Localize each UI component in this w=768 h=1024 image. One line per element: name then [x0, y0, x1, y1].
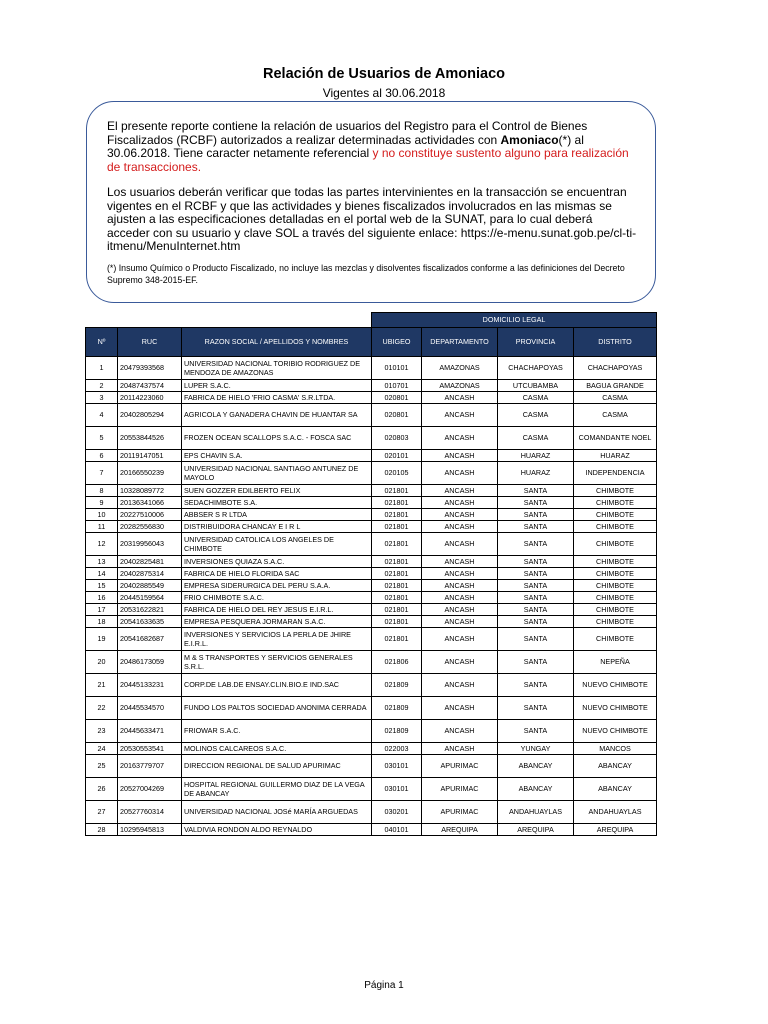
cell-ubigeo: 030101: [372, 778, 422, 801]
cell-distrito: CHIMBOTE: [574, 628, 657, 651]
cell-provincia: SANTA: [498, 697, 574, 720]
page-subtitle: Vigentes al 30.06.2018: [322, 86, 446, 100]
cell-distrito: AREQUIPA: [574, 824, 657, 836]
cell-provincia: HUARAZ: [498, 450, 574, 462]
table-row: [86, 392, 657, 404]
cell-ruc: 20445133231: [118, 674, 182, 697]
table-row: [86, 628, 657, 651]
table-row: [86, 674, 657, 697]
cell-ubigeo: 021801: [372, 485, 422, 497]
cell-razon-social: DIRECCION REGIONAL DE SALUD APURIMAC: [182, 755, 372, 778]
cell-ruc: 10295945813: [118, 824, 182, 836]
cell-ruc: 20541633635: [118, 616, 182, 628]
cell-ubigeo: 021801: [372, 604, 422, 616]
cell-distrito: NUEVO CHIMBOTE: [574, 674, 657, 697]
cell-departamento: ANCASH: [422, 616, 498, 628]
cell-departamento: ANCASH: [422, 521, 498, 533]
cell-num: 6: [86, 450, 118, 462]
table-row: [86, 533, 657, 556]
cell-num: 19: [86, 628, 118, 651]
cell-ruc: 20445633471: [118, 720, 182, 743]
cell-ubigeo: 030201: [372, 801, 422, 824]
cell-distrito: ABANCAY: [574, 755, 657, 778]
cell-distrito: NUEVO CHIMBOTE: [574, 720, 657, 743]
cell-departamento: AMAZONAS: [422, 380, 498, 392]
cell-provincia: CASMA: [498, 392, 574, 404]
cell-razon-social: ABBSER S R LTDA: [182, 509, 372, 521]
table-row: [86, 592, 657, 604]
cell-departamento: ANCASH: [422, 743, 498, 755]
cell-num: 18: [86, 616, 118, 628]
cell-razon-social: FUNDO LOS PALTOS SOCIEDAD ANONIMA CERRADA: [182, 697, 372, 720]
table-row: [86, 521, 657, 533]
cell-distrito: INDEPENDENCIA: [574, 462, 657, 485]
cell-ruc: 20114223060: [118, 392, 182, 404]
cell-ruc: 20163779707: [118, 755, 182, 778]
cell-distrito: HUARAZ: [574, 450, 657, 462]
cell-distrito: CHIMBOTE: [574, 521, 657, 533]
table-row: [86, 720, 657, 743]
cell-ubigeo: 021801: [372, 509, 422, 521]
cell-ubigeo: 010101: [372, 357, 422, 380]
cell-departamento: AMAZONAS: [422, 357, 498, 380]
cell-departamento: ANCASH: [422, 450, 498, 462]
cell-ubigeo: 020105: [372, 462, 422, 485]
cell-num: 24: [86, 743, 118, 755]
cell-num: 5: [86, 427, 118, 450]
cell-ruc: 20136341066: [118, 497, 182, 509]
table-row: [86, 755, 657, 778]
cell-ubigeo: 022003: [372, 743, 422, 755]
cell-num: 10: [86, 509, 118, 521]
cell-num: 16: [86, 592, 118, 604]
cell-departamento: APURIMAC: [422, 778, 498, 801]
cell-num: 4: [86, 404, 118, 427]
cell-razon-social: FRIO CHIMBOTE S.A.C.: [182, 592, 372, 604]
cell-razon-social: VALDIVIA RONDON ALDO REYNALDO: [182, 824, 372, 836]
cell-ruc: 20119147051: [118, 450, 182, 462]
cell-provincia: AREQUIPA: [498, 824, 574, 836]
table-row: [86, 404, 657, 427]
cell-ubigeo: 020801: [372, 404, 422, 427]
cell-num: 22: [86, 697, 118, 720]
table-row: [86, 824, 657, 836]
cell-ruc: 20487437574: [118, 380, 182, 392]
cell-distrito: CHIMBOTE: [574, 509, 657, 521]
cell-razon-social: EMPRESA SIDERURGICA DEL PERU S.A.A.: [182, 580, 372, 592]
cell-provincia: YUNGAY: [498, 743, 574, 755]
cell-departamento: ANCASH: [422, 427, 498, 450]
col-header-ruc: RUC: [118, 328, 182, 357]
cell-ruc: 10328089772: [118, 485, 182, 497]
cell-razon-social: CORP.DE LAB.DE ENSAY.CLIN.BIO.E IND.SAC: [182, 674, 372, 697]
notice-paragraph-2: Los usuarios deberán verificar que todas las partes intervinientes en la transacción se encuentran vigentes en el RCBF y que las actividades y bienes fiscalizados involucrados en las mismas se ajusten a las especificaciones detalladas en el portal web de la SUNAT, para lo cual deberá acceder con su usuario y clave SOL a través del siguiente enlace: https://e-menu.sunat.gob.pe/cl-ti-itmenu/MenuInternet.htm: [107, 185, 637, 253]
cell-provincia: SANTA: [498, 580, 574, 592]
cell-distrito: CHIMBOTE: [574, 616, 657, 628]
page-number: Página 1: [364, 980, 404, 991]
notice-text-a: El presente reporte contiene la relación de usuarios del Registro para el Control de Bienes Fiscalizados (RCBF) autorizados a realizar determinadas actividades con: [107, 119, 588, 147]
cell-razon-social: UNIVERSIDAD NACIONAL TORIBIO RODRIGUEZ DE MENDOZA DE AMAZONAS: [182, 357, 372, 380]
cell-ubigeo: 021801: [372, 568, 422, 580]
cell-distrito: CHIMBOTE: [574, 497, 657, 509]
cell-distrito: CHIMBOTE: [574, 533, 657, 556]
cell-ubigeo: 021801: [372, 521, 422, 533]
cell-provincia: SANTA: [498, 521, 574, 533]
cell-distrito: NUEVO CHIMBOTE: [574, 697, 657, 720]
cell-ruc: 20445534570: [118, 697, 182, 720]
cell-provincia: SANTA: [498, 604, 574, 616]
table-row: [86, 509, 657, 521]
cell-departamento: ANCASH: [422, 485, 498, 497]
table-row: [86, 580, 657, 592]
cell-razon-social: EMPRESA PESQUERA JORMARAN S.A.C.: [182, 616, 372, 628]
cell-razon-social: AGRICOLA Y GANADERA CHAVIN DE HUANTAR SA: [182, 404, 372, 427]
table-row: [86, 357, 657, 380]
cell-distrito: CASMA: [574, 404, 657, 427]
cell-departamento: ANCASH: [422, 651, 498, 674]
table-row: [86, 801, 657, 824]
table-row: [86, 450, 657, 462]
notice-footnote: (*) Insumo Químico o Producto Fiscalizado, no incluye las mezclas y disolventes fiscalizados conforme a las definiciones del Decreto Supremo 348-2015-EF.: [107, 262, 625, 285]
cell-razon-social: FABRICA DE HIELO FLORIDA SAC: [182, 568, 372, 580]
cell-ubigeo: 021809: [372, 674, 422, 697]
cell-provincia: SANTA: [498, 592, 574, 604]
cell-provincia: SANTA: [498, 509, 574, 521]
cell-provincia: SANTA: [498, 556, 574, 568]
cell-num: 12: [86, 533, 118, 556]
cell-num: 17: [86, 604, 118, 616]
cell-departamento: ANCASH: [422, 392, 498, 404]
table-row: [86, 697, 657, 720]
cell-razon-social: UNIVERSIDAD NACIONAL JOSé MARÍA ARGUEDAS: [182, 801, 372, 824]
cell-departamento: ANCASH: [422, 697, 498, 720]
cell-provincia: HUARAZ: [498, 462, 574, 485]
cell-ruc: 20445159564: [118, 592, 182, 604]
cell-provincia: CASMA: [498, 404, 574, 427]
cell-razon-social: M & S TRANSPORTES Y SERVICIOS GENERALES S.R.L.: [182, 651, 372, 674]
cell-num: 1: [86, 357, 118, 380]
cell-provincia: SANTA: [498, 568, 574, 580]
cell-num: 14: [86, 568, 118, 580]
cell-distrito: ABANCAY: [574, 778, 657, 801]
cell-ubigeo: 020803: [372, 427, 422, 450]
cell-provincia: SANTA: [498, 651, 574, 674]
notice-box: [86, 101, 656, 303]
cell-provincia: SANTA: [498, 497, 574, 509]
cell-distrito: CASMA: [574, 392, 657, 404]
cell-ruc: 20541682687: [118, 628, 182, 651]
cell-razon-social: FABRICA DE HIELO DEL REY JESUS E.I.R.L.: [182, 604, 372, 616]
cell-ubigeo: 021801: [372, 616, 422, 628]
cell-num: 8: [86, 485, 118, 497]
cell-ruc: 20531622821: [118, 604, 182, 616]
table-row: [86, 743, 657, 755]
table-row: [86, 604, 657, 616]
table-row: [86, 778, 657, 801]
col-header-departamento: DEPARTAMENTO: [422, 328, 498, 357]
cell-num: 28: [86, 824, 118, 836]
cell-provincia: ABANCAY: [498, 755, 574, 778]
cell-ubigeo: 021801: [372, 497, 422, 509]
cell-departamento: ANCASH: [422, 720, 498, 743]
cell-ubigeo: 021801: [372, 556, 422, 568]
cell-ruc: 20553844526: [118, 427, 182, 450]
cell-distrito: CHIMBOTE: [574, 604, 657, 616]
cell-num: 2: [86, 380, 118, 392]
cell-ruc: 20527760314: [118, 801, 182, 824]
cell-ruc: 20319956043: [118, 533, 182, 556]
cell-provincia: SANTA: [498, 533, 574, 556]
cell-provincia: SANTA: [498, 616, 574, 628]
cell-departamento: ANCASH: [422, 674, 498, 697]
table-row: [86, 485, 657, 497]
table-body: [86, 357, 657, 836]
cell-provincia: CASMA: [498, 427, 574, 450]
cell-distrito: NEPEÑA: [574, 651, 657, 674]
cell-departamento: ANCASH: [422, 404, 498, 427]
cell-num: 27: [86, 801, 118, 824]
notice-substance: Amoniaco: [500, 132, 559, 147]
table-row: [86, 616, 657, 628]
cell-num: 20: [86, 651, 118, 674]
cell-provincia: SANTA: [498, 628, 574, 651]
cell-provincia: ANDAHUAYLAS: [498, 801, 574, 824]
cell-provincia: ABANCAY: [498, 778, 574, 801]
table-row: [86, 651, 657, 674]
cell-ubigeo: 021801: [372, 628, 422, 651]
cell-provincia: UTCUBAMBA: [498, 380, 574, 392]
cell-distrito: CHIMBOTE: [574, 592, 657, 604]
cell-num: 9: [86, 497, 118, 509]
cell-num: 7: [86, 462, 118, 485]
cell-ubigeo: 021809: [372, 697, 422, 720]
table-row: [86, 497, 657, 509]
cell-ubigeo: 021801: [372, 592, 422, 604]
users-table: [85, 312, 657, 836]
col-header-ubigeo: UBIGEO: [372, 328, 422, 357]
header-blank: [86, 313, 372, 328]
page-title: Relación de Usuarios de Amoniaco: [263, 66, 505, 82]
cell-ruc: 20530553541: [118, 743, 182, 755]
cell-departamento: ANCASH: [422, 556, 498, 568]
col-header-provincia: PROVINCIA: [498, 328, 574, 357]
col-header-num: Nº: [86, 328, 118, 357]
cell-razon-social: INVERSIONES Y SERVICIOS LA PERLA DE JHIRE E.I.R.L.: [182, 628, 372, 651]
cell-ubigeo: 030101: [372, 755, 422, 778]
table-row: [86, 556, 657, 568]
cell-razon-social: UNIVERSIDAD NACIONAL SANTIAGO ANTUNEZ DE MAYOLO: [182, 462, 372, 485]
cell-distrito: ANDAHUAYLAS: [574, 801, 657, 824]
cell-departamento: AREQUIPA: [422, 824, 498, 836]
cell-distrito: CHACHAPOYAS: [574, 357, 657, 380]
notice-disclaimer: y no constituye sustento alguno para realización de transacciones.: [107, 146, 629, 174]
cell-departamento: ANCASH: [422, 628, 498, 651]
cell-departamento: ANCASH: [422, 509, 498, 521]
cell-num: 26: [86, 778, 118, 801]
cell-distrito: CHIMBOTE: [574, 485, 657, 497]
cell-ruc: 20402885549: [118, 580, 182, 592]
cell-num: 25: [86, 755, 118, 778]
cell-ruc: 20402825481: [118, 556, 182, 568]
cell-ruc: 20527004269: [118, 778, 182, 801]
table-row: [86, 462, 657, 485]
cell-provincia: SANTA: [498, 674, 574, 697]
cell-razon-social: FABRICA DE HIELO 'FRIO CASMA' S.R.LTDA.: [182, 392, 372, 404]
cell-departamento: ANCASH: [422, 580, 498, 592]
cell-razon-social: MOLINOS CALCAREOS S.A.C.: [182, 743, 372, 755]
cell-razon-social: DISTRIBUIDORA CHANCAY E I R L: [182, 521, 372, 533]
cell-departamento: ANCASH: [422, 604, 498, 616]
table-row: [86, 427, 657, 450]
cell-ruc: 20227510006: [118, 509, 182, 521]
cell-departamento: ANCASH: [422, 533, 498, 556]
cell-num: 11: [86, 521, 118, 533]
cell-razon-social: EPS CHAVIN S.A.: [182, 450, 372, 462]
cell-provincia: SANTA: [498, 720, 574, 743]
cell-num: 15: [86, 580, 118, 592]
cell-ruc: 20282556830: [118, 521, 182, 533]
cell-distrito: BAGUA GRANDE: [574, 380, 657, 392]
cell-ubigeo: 021806: [372, 651, 422, 674]
cell-distrito: CHIMBOTE: [574, 556, 657, 568]
group-header-domicilio: DOMICILIO LEGAL: [372, 313, 657, 328]
cell-ruc: 20166550239: [118, 462, 182, 485]
cell-ruc: 20402875314: [118, 568, 182, 580]
cell-razon-social: FRIOWAR S.A.C.: [182, 720, 372, 743]
cell-ubigeo: 021801: [372, 580, 422, 592]
cell-departamento: APURIMAC: [422, 801, 498, 824]
cell-ruc: 20479393568: [118, 357, 182, 380]
cell-ruc: 20486173059: [118, 651, 182, 674]
notice-text-b: (*) al 30.06.2018. Tiene caracter netamente referencial: [107, 132, 584, 160]
cell-ubigeo: 020801: [372, 392, 422, 404]
cell-num: 3: [86, 392, 118, 404]
cell-departamento: ANCASH: [422, 592, 498, 604]
cell-ubigeo: 021801: [372, 533, 422, 556]
cell-provincia: SANTA: [498, 485, 574, 497]
cell-razon-social: SUEN GOZZER EDILBERTO FELIX: [182, 485, 372, 497]
cell-ubigeo: 010701: [372, 380, 422, 392]
cell-distrito: COMANDANTE NOEL: [574, 427, 657, 450]
col-header-distrito: DISTRITO: [574, 328, 657, 357]
cell-ruc: 20402805294: [118, 404, 182, 427]
cell-distrito: CHIMBOTE: [574, 580, 657, 592]
cell-ubigeo: 020101: [372, 450, 422, 462]
table-row: [86, 380, 657, 392]
cell-ubigeo: 040101: [372, 824, 422, 836]
cell-departamento: ANCASH: [422, 462, 498, 485]
cell-razon-social: FROZEN OCEAN SCALLOPS S.A.C. - FOSCA SAC: [182, 427, 372, 450]
cell-razon-social: LUPER S.A.C.: [182, 380, 372, 392]
cell-ubigeo: 021809: [372, 720, 422, 743]
cell-distrito: MANCOS: [574, 743, 657, 755]
table-row: [86, 568, 657, 580]
cell-departamento: ANCASH: [422, 497, 498, 509]
cell-departamento: APURIMAC: [422, 755, 498, 778]
cell-provincia: CHACHAPOYAS: [498, 357, 574, 380]
cell-razon-social: UNIVERSIDAD CATOLICA LOS ANGELES DE CHIMBOTE: [182, 533, 372, 556]
cell-num: 13: [86, 556, 118, 568]
cell-razon-social: HOSPITAL REGIONAL GUILLERMO DIAZ DE LA VEGA DE ABANCAY: [182, 778, 372, 801]
col-header-razon-social: RAZON SOCIAL / APELLIDOS Y NOMBRES: [182, 328, 372, 357]
cell-distrito: CHIMBOTE: [574, 568, 657, 580]
notice-paragraph-1: [107, 120, 637, 174]
cell-num: 21: [86, 674, 118, 697]
cell-razon-social: SEDACHIMBOTE S.A.: [182, 497, 372, 509]
cell-razon-social: INVERSIONES QUIAZA S.A.C.: [182, 556, 372, 568]
cell-departamento: ANCASH: [422, 568, 498, 580]
cell-num: 23: [86, 720, 118, 743]
